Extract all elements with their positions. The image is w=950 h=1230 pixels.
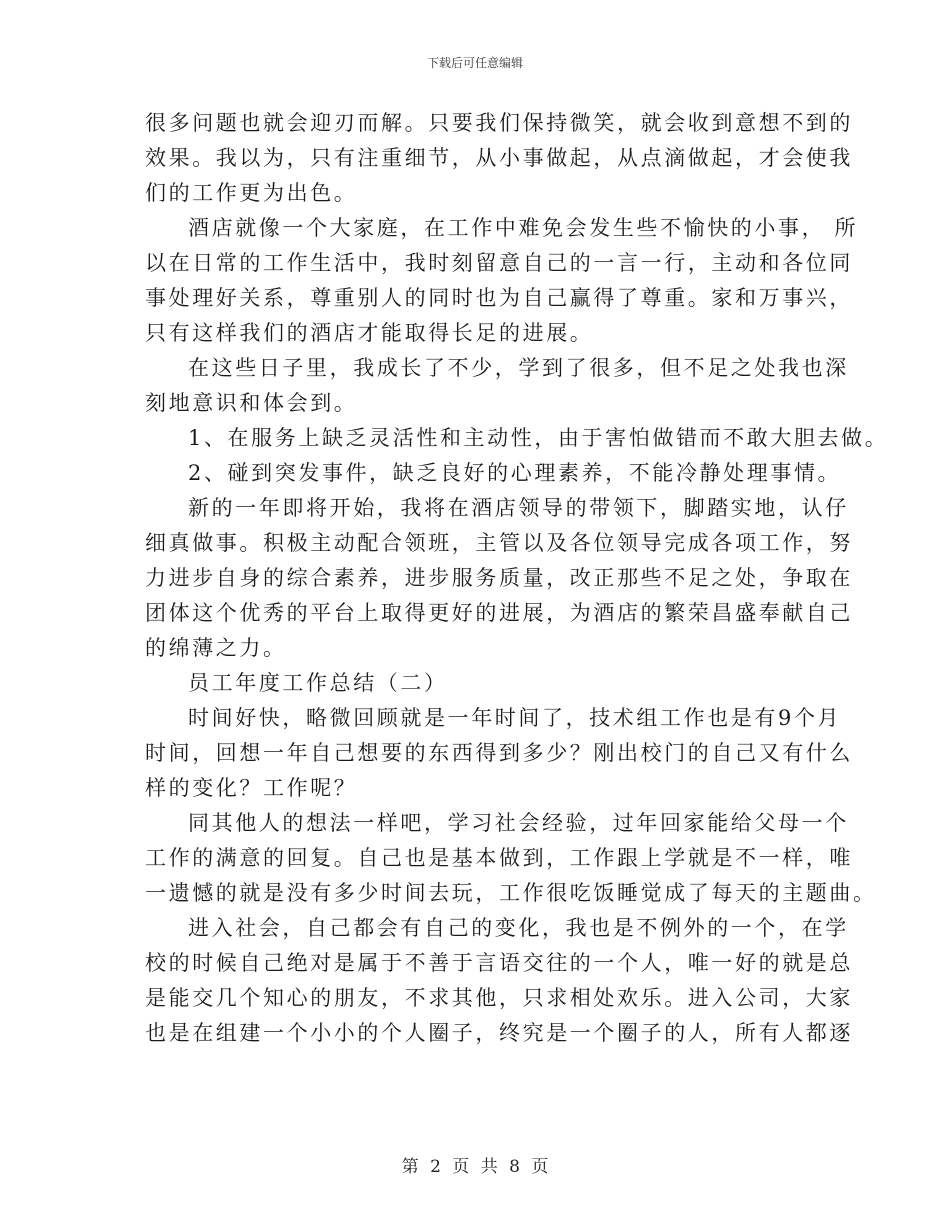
text-line: 很多问题也就会迎刃而解。只要我们保持微笑，就会收到意想不到的 xyxy=(145,111,853,135)
text-line: 在这些日子里，我成长了不少，学到了很多，但不足之处我也深 xyxy=(188,356,849,380)
text-line: 是能交几个知心的朋友，不求其他，只求相处欢乐。进入公司，大家 xyxy=(145,986,853,1010)
text-line: 2、碰到突发事件，缺乏良好的心理素养，不能冷静处理事情。 xyxy=(188,461,842,485)
text-line: 也是在组建一个小小的个人圈子，终究是一个圈子的人，所有人都逐 xyxy=(145,1021,853,1045)
text-line: 的绵薄之力。 xyxy=(145,636,287,660)
text-line: 新的一年即将开始，我将在酒店领导的带领下，脚踏实地，认仔 xyxy=(188,496,849,520)
text-line: 员工年度工作总结（二） xyxy=(188,671,448,695)
text-line: 只有这样我们的酒店才能取得长足的进展。 xyxy=(145,321,594,345)
page-number: 第 2 页 共 8 页 xyxy=(401,1157,549,1177)
text-line: 样的变化？工作呢？ xyxy=(145,776,358,800)
page-header: 下载后可任意编辑 xyxy=(426,56,523,70)
text-line: 以在日常的工作生活中，我时刻留意自己的一言一行，主动和各位同 xyxy=(145,251,853,275)
text-line: 时间好快，略微回顾就是一年时间了，技术组工作也是有9个月 xyxy=(188,706,842,730)
text-line: 细真做事。积极主动配合领班，主管以及各位领导完成各项工作，努 xyxy=(145,531,853,555)
document-body xyxy=(145,106,889,1051)
text-line: 酒店就像一个大家庭，在工作中难免会发生些不愉快的小事， 所 xyxy=(188,216,859,240)
text-line: 一遗憾的就是没有多少时间去玩，工作很吃饭睡觉成了每天的主题曲。 xyxy=(145,881,877,905)
text-line: 进入社会，自己都会有自己的变化，我也是不例外的一个，在学 xyxy=(188,916,849,940)
text-line: 1、在服务上缺乏灵活性和主动性，由于害怕做错而不敢大胆去做。 xyxy=(188,426,889,450)
text-line: 力进步自身的综合素养，进步服务质量，改正那些不足之处，争取在 xyxy=(145,566,853,590)
text-line: 工作的满意的回复。自己也是基本做到，工作跟上学就是不一样，唯 xyxy=(145,846,853,870)
text-line: 们的工作更为出色。 xyxy=(145,181,358,205)
text-line: 效果。我以为，只有注重细节，从小事做起，从点滴做起，才会使我 xyxy=(145,146,853,170)
text-line: 事处理好关系，尊重别人的同时也为自己赢得了尊重。家和万事兴， xyxy=(145,286,853,310)
text-line: 校的时候自己绝对是属于不善于言语交往的一个人，唯一好的就是总 xyxy=(145,951,853,975)
text-line: 团体这个优秀的平台上取得更好的进展，为酒店的繁荣昌盛奉献自己 xyxy=(145,601,853,625)
text-line: 时间，回想一年自己想要的东西得到多少？刚出校门的自己又有什么 xyxy=(145,741,853,765)
text-line: 刻地意识和体会到。 xyxy=(145,391,358,415)
text-line: 同其他人的想法一样吧，学习社会经验，过年回家能给父母一个 xyxy=(188,811,849,835)
